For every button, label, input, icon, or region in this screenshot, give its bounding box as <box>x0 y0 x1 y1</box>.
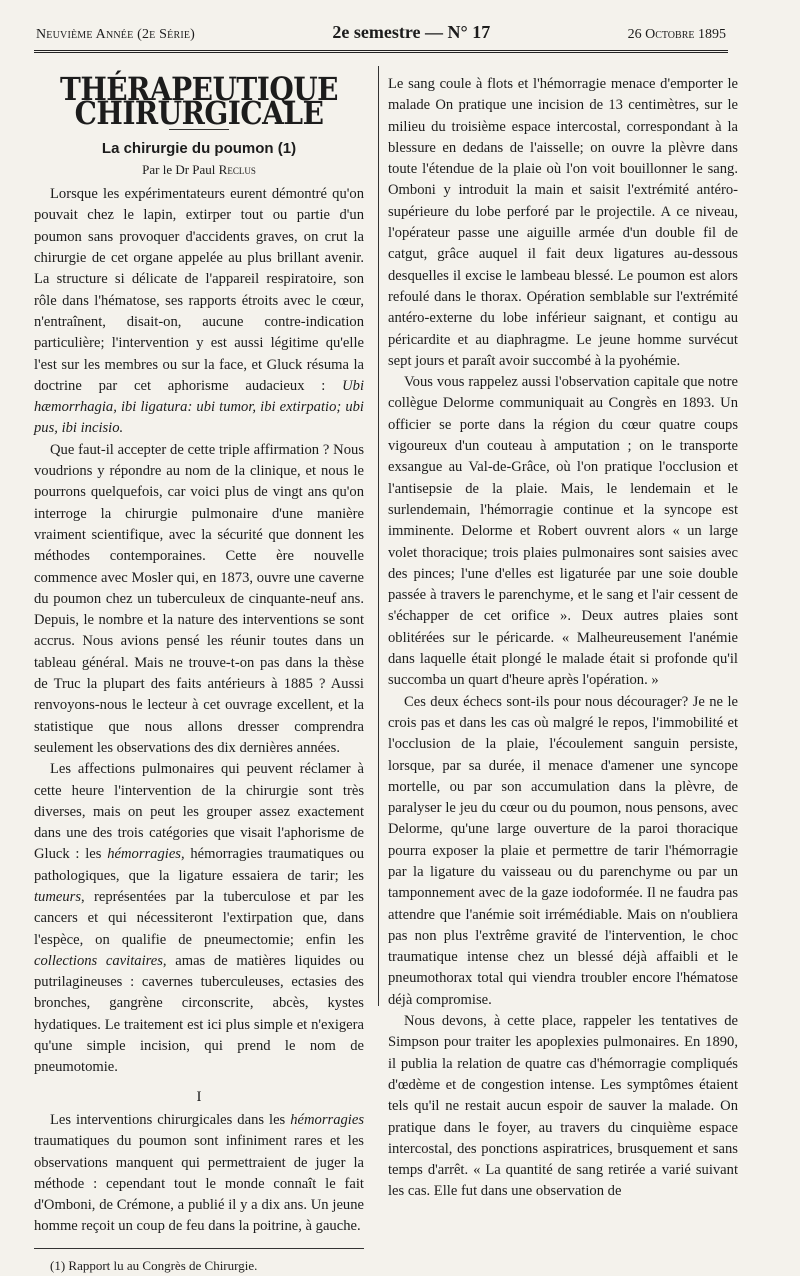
section-numeral: I <box>196 1088 202 1105</box>
column-divider <box>378 66 379 1006</box>
paragraph: Les interventions chirurgicales dans les hémorragies traumatiques du poumon sont infiniment rares et les observations manquent qui permettraient de juger la méthode : cependant tout le monde connaît le fait d'Omboni, de Crémone, a publié il y a dix ans. Un jeune homme reçoit un coup de feu dans la poitrine, à gauche. <box>34 1111 364 1235</box>
paragraph: Les affections pulmonaires qui peuvent réclamer à cette heure l'intervention de la chirurgie sont très diverses, mais on peut les grouper assez exactement dans une des trois catégories que visait l'aphorisme de Gluck : les hémorragies, hémorragies traumatiques ou pathologiques, que la ligature essaiera de tarir; les tumeurs, représentées par la tuberculose et par les cancers et qui nécessiteront l'extirpation que, dans l'espèce, on qualifie de pneumectomie; enfin les collections cavitaires, amas de matières liquides ou putrilagineuses : cavernes tuberculeuses, ectasies des bronches, gangrène circonscrite, abcès, kystes hydatiques. Le traitement est ici plus simple et n'exigera qu'une simple incision, qui prend le nom de pneumotomie. <box>34 761 364 1076</box>
issue-date: 26 Octobre 1895 <box>627 27 726 42</box>
running-header <box>36 22 726 50</box>
footnote: (1) Rapport lu au Congrès de Chirurgie. <box>50 1257 258 1273</box>
article-title: La chirurgie du poumon (1) <box>101 139 297 157</box>
left-column <box>34 70 364 1276</box>
right-column <box>388 74 738 1203</box>
paragraph: Vous vous rappelez aussi l'observation capitale que notre collègue Delorme communiquait au Congrès en 1893. Un officier se porte dans la région du cœur quatre coups vigoureux d'un couteau à amputation ; on le transporte exsangue au Val-de-Grâce, où l'on pratique l'occlusion et l'antisepsie de la plaie. Mais, le lendemain et le surlendemain, l'hémorragie continue et la syncope est imminente. Delorme et Robert ouvrent alors « un large volet thoracique; trois plaies pulmonaires sont saisies avec des pinces; l'une d'elles est ligaturée par une soie double passée à travers le parenchyme, et le sang et l'air cessent de s'échapper de cet orifice ». Deux autres plaies sont oblitérées sur le péricarde. « Malheureusement l'anémie dans laquelle était plongé le malade était si profonde qu'il succomba un quart d'heure après l'opération. » <box>388 374 738 689</box>
issue-number: 2e semestre — N° 17 <box>332 22 491 42</box>
section-title: THÉRAPEUTIQUE CHIRURGICALE <box>59 69 339 133</box>
author-line <box>34 159 364 180</box>
issue-year: Neuvième Année (2e Série) <box>36 27 196 42</box>
paragraph: Nous devons, à cette place, rappeler les tentatives de Simpson pour traiter les apoplexies pulmonaires. En 1890, il publia la relation de quatre cas d'hémorragie compliqués d'œdème et de congestion intense. Les symptômes étaient tels qu'il ne restait aucun espoir de sauver la malade. On pratique dans le foyer, au travers du cinquième espace intercostal, des ponctions aspiratrices, brusquement et sans temps d'arrêt. « La quantité de sang retirée a varié suivant les cas. Elle fut dans une observation de <box>388 1013 738 1200</box>
author-prefix: Par le Dr Paul <box>142 161 216 177</box>
paragraph: Le sang coule à flots et l'hémorragie menace d'emporter le malade On pratique une incision de 13 centimètres, sur le milieu du troisième espace intercostal, correspondant à la blessure en dedans de l'aisselle; on ouvre la plèvre dans toute l'étendue de la plaie où l'on voit bouillonner le sang. Omboni y introduit la main et saisit l'extrémité antéro-supérieure du lobe perforé par le projectile. A ce niveau, l'opérateur passe une aiguille armée d'un double fil de catgut, grâce auquel il fait deux ligatures au-dessous desquelles il excise le lambeau blessé. Le poumon est alors refoulé dans le thorax. Opération semblable sur l'extrémité antéro-externe du lobe inférieur saignant, et contigu au péricardite et au diaphragme. Le jeune homme survécut sept jours et paraît avoir succombé à la pyohémie. <box>388 76 738 369</box>
paragraph: Lorsque les expérimentateurs eurent démontré qu'on pouvait chez le lapin, extirper tout ou partie d'un poumon sans provoquer d'accidents graves, on crut la chirurgie de cet organe appelée au plus brillant avenir. La structure si délicate de l'appareil respiratoire, son rôle dans l'hématose, ses rapports étroits avec le cœur, n'entraînent, disait-on, aucune contre-indication particulière; l'intervention y est aussi légitime qu'elle l'est sur les membres ou sur la face, et Gluck résuma la doctrine par cet aphorisme audacieux : Ubi hæmorrhagia, ibi ligatura: ubi tumor, ibi extirpatio; ubi pus, ibi incisio. <box>34 186 364 437</box>
header-rule <box>34 50 728 53</box>
paragraph: Ces deux échecs sont-ils pour nous décourager? Je ne le crois pas et dans les cas où malgré le repos, l'immobilité et l'occlusion de la plaie, l'écoulement sanguin persiste, lorsque, par sa durée, il menace d'amener une syncope mortelle, ou par son accumulation dans la plèvre, de paralyser le jeu du cœur ou du poumon, nous pensons, avec Delorme, qu'une large ouverture de la paroi thoracique pourra exposer la plaie et permettre de tarir l'hémorragie par la ligature du vaisseau ou du parenchyme ou par un tamponnement avec de la gaze iodoformée. Il ne faudra pas attendre que l'anémie soit irrémédiable. Mais on n'oubliera pas non plus l'extrême gravité de l'intervention, le choc traumatique intense chez un blessé déjà affaibli et le pneumothorax total qui viendra troubler encore l'hématose déjà compromise. <box>388 693 738 1008</box>
author-name: Reclus <box>218 161 256 177</box>
footnote-rule <box>34 1248 364 1249</box>
paragraph: Que faut-il accepter de cette triple affirmation ? Nous voudrions y répondre au nom de la clinique, et nous le pourrons quelquefois, car voici plus de vingt ans qu'on interroge la chirurgie pulmonaire d'une manière vraiment scientifique, avec la sécurité que donnent les méthodes contemporaines. Cette ère nouvelle commence avec Mosler qui, en 1873, ouvre une caverne du poumon chez un tuberculeux de cinquante-neuf ans. Depuis, le nombre et la nature des interventions se sont accrus. Nous avions pensé les réunir toutes dans un tableau général. Mais ne trouve-t-on pas dans la thèse de Truc la plupart des faits antérieurs à 1885 ? Aussi renvoyons-nous le lecteur à cet ouvrage excellent, et la statistique que nous allons dresser comprendra seulement les observations des dix dernières années. <box>34 441 364 756</box>
